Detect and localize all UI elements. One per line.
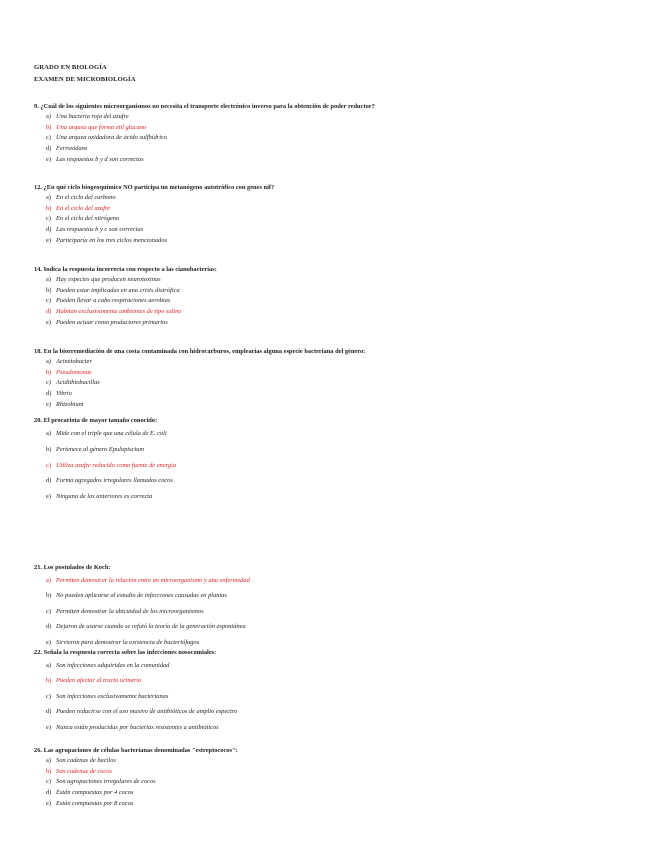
- option-b-correct: b) Pueden afectar al tracto urinario: [46, 677, 142, 685]
- option-a: a) Mide con el triple que una célula de E. coli: [46, 430, 167, 437]
- option-c: c) Permiten demostrar la ubicuidad de los microorganismos: [46, 607, 204, 615]
- option-b: b) Pueden estar implicadas en una crisis distrófica: [46, 286, 180, 294]
- option-b: b) Pertenece al género Epulopiscium: [46, 445, 144, 453]
- option-d: d) Están compuestas por 4 cocos: [46, 789, 134, 797]
- option-e: e) Ninguna de las anteriores es correcta: [46, 493, 153, 501]
- option-e: e) Participaría en los tres ciclos mencionados: [46, 236, 168, 244]
- option-e: e) Las respuestas b y d son correctas: [46, 155, 144, 163]
- option-d: d) Las respuestas b y c son correctas: [46, 226, 144, 234]
- question-12: [34, 183, 634, 247]
- exam-heading: EXAMEN DE MICROBIOLOGÍA: [34, 76, 136, 83]
- option-c: c) Pueden llevar a cabo respiraciones aerobias: [46, 297, 171, 305]
- question-26: [34, 746, 634, 810]
- question-22: [34, 648, 634, 735]
- option-c: c) Acidithiobacillus: [46, 379, 100, 387]
- question-title: 9. ¿Cuál de los siguientes microorganismos no necesita el transporte electrónico inverso para la obtención de poder reductor?: [34, 103, 375, 110]
- option-c: c) Son agrupaciones irregulares de cocos: [46, 778, 156, 786]
- option-a: a) Son infecciones adquiridas en la comunidad: [46, 662, 170, 669]
- option-d: d) Vibrio: [46, 390, 72, 398]
- option-e: e) Nunca están producidas por bacterias resistentes a antibióticos: [46, 723, 219, 731]
- option-b-correct: b) En el ciclo del azufre: [46, 204, 111, 212]
- option-d: d) Pueden reducirse con el uso masivo de antibióticos de amplio espectro: [46, 708, 238, 716]
- question-9: [34, 102, 634, 166]
- option-c: c) En el ciclo del nitrógeno: [46, 215, 120, 223]
- option-c: c) Una arquea oxidadora de ácido sulfhídrico: [46, 134, 168, 142]
- question-title: 18. En la biorremediación de una costa contaminada con hidrocarburos, emplearías alguna especie bacteriana del género:: [34, 348, 366, 355]
- option-a: a) Hay especies que producen neurotoxinas: [46, 276, 161, 283]
- question-title: 20. El procariota de mayor tamaño conocido:: [34, 417, 158, 424]
- option-a: a) Acinetobacter: [46, 358, 92, 365]
- question-title: 14. Indica la respuesta incorrecta con respecto a las cianobacterias:: [34, 266, 217, 273]
- option-e: e) Están compuestas por 8 cocos: [46, 799, 134, 807]
- option-c-correct: c) Utiliza azufre reducido como fuente de energía: [46, 461, 176, 469]
- question-title: 26. Las agrupaciones de células bacterianas denominadas "estreptococos":: [34, 747, 238, 754]
- option-d: d) Ferroxidans: [46, 145, 88, 153]
- option-a: a) En el ciclo del carbono: [46, 194, 116, 201]
- option-a-correct: a) Permiten demostrar la relación entre un microorganismo y una enfermedad: [46, 577, 250, 584]
- option-e: e) Sirvieron para demostrar la existencia de bacteriófagos: [46, 638, 200, 646]
- option-c: c) Son infecciones exclusivamente bacterianas: [46, 692, 169, 700]
- question-21: [34, 563, 634, 650]
- option-d-correct: d) Habitan exclusivamente ambientes de tipo salino: [46, 308, 182, 316]
- option-d: d) Forma agregados irregulares llamados cocos: [46, 477, 173, 485]
- question-title: 21. Los postulados de Koch:: [34, 564, 111, 571]
- option-a: a) Una bacteria roja del azufre: [46, 113, 129, 120]
- option-b-correct: b) Pseudomonas: [46, 368, 92, 376]
- question-title: 12. ¿En qué ciclo biogeoquímico NO participa un metanógeno autotrófico con genes nif?: [34, 184, 275, 191]
- option-a: a) Son cadenas de bacilos: [46, 757, 116, 764]
- question-20: [34, 416, 634, 505]
- option-e: e) Pueden actuar como productores primarios: [46, 318, 168, 326]
- question-title: 22. Señala la respuesta correcta sobre las infecciones nosocomiales:: [34, 649, 217, 656]
- question-18: [34, 347, 634, 411]
- degree-heading: GRADO EN BIOLOGÍA: [34, 64, 107, 71]
- option-d: d) Dejaron de usarse cuando se refutó la teoría de la generación espontánea: [46, 623, 246, 631]
- question-14: [34, 265, 634, 329]
- option-e: e) Rhizobium: [46, 400, 84, 408]
- option-b-correct: b) Una arquea que forma etil glucano: [46, 123, 147, 131]
- option-b: b) No pueden aplicarse al estudio de infecciones causadas en plantas: [46, 592, 227, 600]
- option-b-correct: b) Son cadenas de cocos: [46, 767, 112, 775]
